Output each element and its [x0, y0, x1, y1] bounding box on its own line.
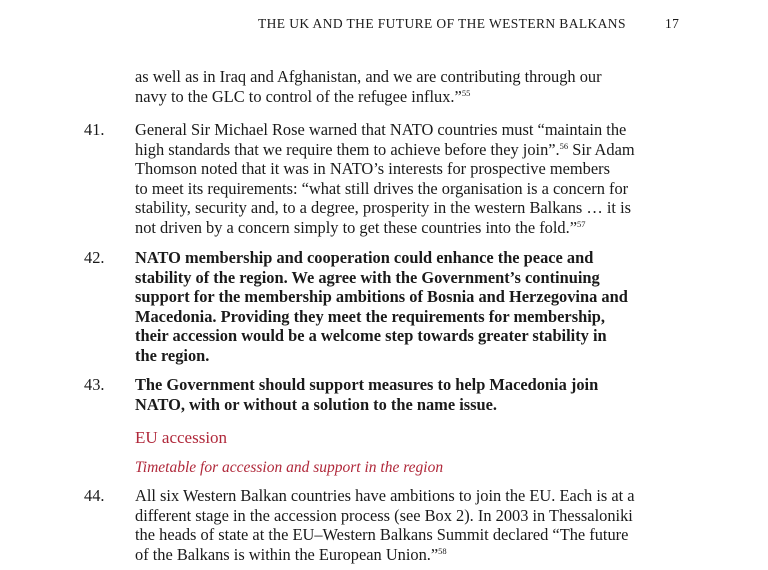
text-line: stability, security and, to a degree, prosperity in the western Balkans … it is: [135, 198, 632, 218]
text-line: All six Western Balkan countries have ambitions to join the EU. Each is at a: [135, 486, 635, 505]
text-line-content: not driven by a concern simply to get these countries into the fold.”: [135, 217, 577, 237]
subheading: Timetable for accession and support in the region: [135, 459, 444, 476]
paragraph-number: 41.: [84, 120, 105, 139]
running-header: [0, 16, 768, 36]
text-line: different stage in the accession process (see Box 2). In 2003 in Thessaloniki: [135, 505, 633, 525]
text-line: [135, 218, 680, 238]
text-line: Thomson noted that it was in NATO’s interests for prospective members: [135, 159, 610, 179]
paragraph-42: [135, 248, 680, 366]
text-line: their accession would be a welcome step towards greater stability in: [135, 326, 607, 346]
text-line-content: navy to the GLC to control of the refugee influx.”: [135, 86, 462, 106]
footnote-ref: 58: [438, 545, 447, 556]
text-line: General Sir Michael Rose warned that NATO countries must “maintain the: [135, 120, 627, 139]
text-line: NATO membership and cooperation could enhance the peace and: [135, 248, 594, 267]
text-line: support for the membership ambitions of Bosnia and Herzegovina and: [135, 287, 628, 307]
text-line: NATO, with or without a solution to the name issue.: [135, 394, 497, 414]
text-line: to meet its requirements: “what still drives the organisation is a concern for: [135, 178, 629, 198]
text-line: Macedonia. Providing they meet the requirements for membership,: [135, 306, 605, 326]
footnote-ref: 55: [461, 87, 471, 98]
text-line-content: high standards that we require them to achieve before they join”.: [135, 139, 560, 159]
text-line-tail: Sir Adam: [568, 139, 635, 159]
paragraph-44: [135, 486, 680, 564]
paragraph-number: 43.: [84, 375, 105, 394]
text-line: the region.: [135, 345, 210, 365]
paragraph-43: [135, 375, 680, 414]
text-line: as well as in Iraq and Afghanistan, and we are contributing through our: [135, 67, 602, 86]
section-heading: EU accession: [135, 428, 228, 447]
text-line: The Government should support measures to help Macedonia join: [135, 375, 599, 394]
paragraph-number: 44.: [84, 486, 105, 505]
text-line: stability of the region. We agree with the Government’s continuing: [135, 267, 600, 287]
footnote-ref: 56: [559, 140, 569, 151]
continuation-paragraph: [135, 67, 680, 106]
text-line: [135, 87, 680, 107]
text-line: [135, 140, 680, 160]
page-number: 17: [665, 16, 680, 31]
text-line: the heads of state at the EU–Western Balkans Summit declared “The future: [135, 525, 629, 545]
footnote-ref: 57: [576, 218, 586, 229]
text-line: [135, 545, 680, 565]
paragraph-number: 42.: [84, 248, 105, 267]
running-title: THE UK AND THE FUTURE OF THE WESTERN BALKANS: [258, 16, 626, 31]
paragraph-41: [135, 120, 680, 238]
text-line-content: of the Balkans is within the European Union.”: [135, 544, 439, 564]
